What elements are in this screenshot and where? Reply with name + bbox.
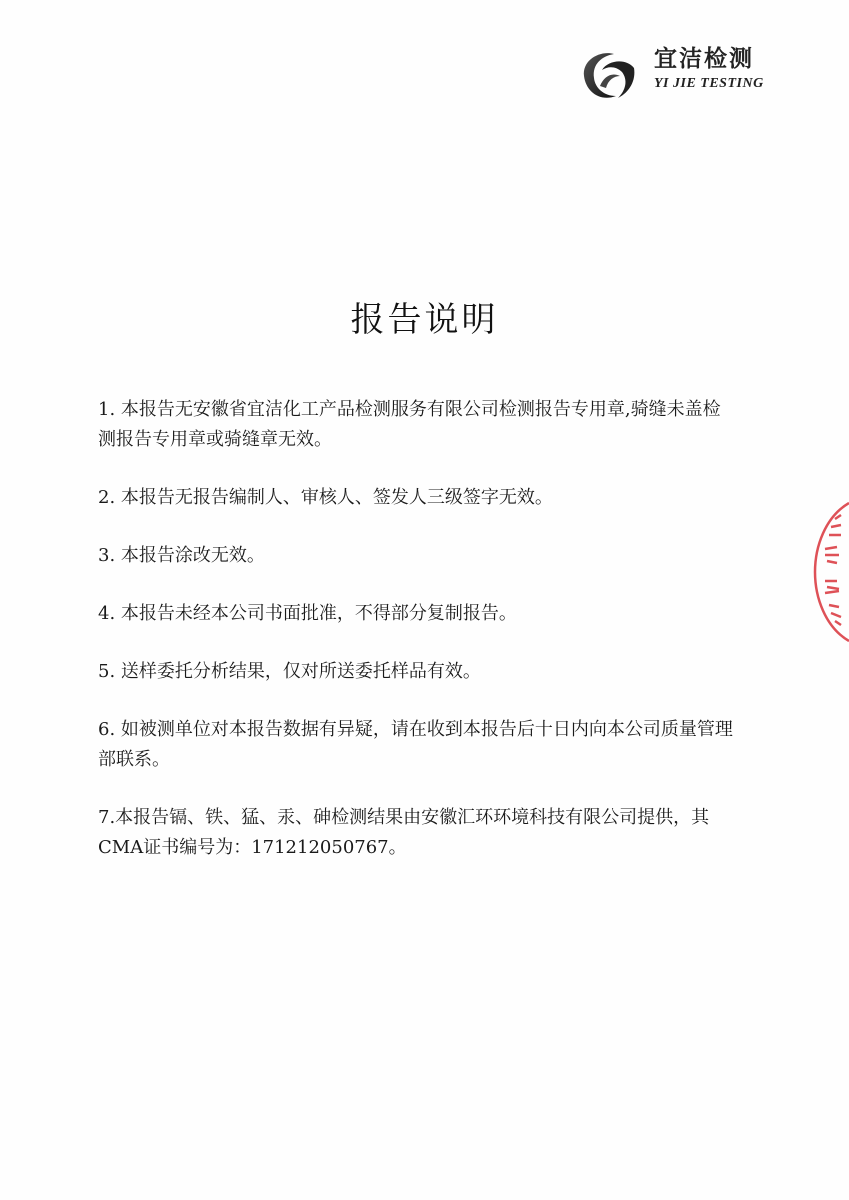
yijie-logo-icon (578, 46, 640, 104)
logo-name-cn: 宜洁检测 (654, 46, 754, 72)
page-title: 报告说明 (350, 300, 499, 340)
statement-list (98, 395, 738, 863)
statement-item: 6. 如被测单位对本报告数据有异疑，请在收到本报告后十日内向本公司质量管理部联系。 (98, 719, 733, 770)
company-logo (578, 38, 788, 108)
statement-item: 2. 本报告无报告编制人、审核人、签发人三级签字无效。 (98, 487, 553, 508)
statement-item: 4. 本报告未经本公司书面批准，不得部分复制报告。 (98, 603, 517, 624)
red-seal-fragment-icon (805, 497, 849, 647)
statement-item: 3. 本报告涂改无效。 (98, 545, 265, 566)
statement-item: 7.本报告镉、铁、猛、汞、砷检测结果由安徽汇环环境科技有限公司提供，其CMA证书编号为：171212050767。 (98, 807, 710, 858)
logo-name-en: YI JIE TESTING (654, 76, 764, 91)
statement-item: 1. 本报告无安徽省宜洁化工产品检测服务有限公司检测报告专用章,骑缝未盖检测报告专用章或骑缝章无效。 (98, 399, 721, 450)
statement-item: 5. 送样委托分析结果，仅对所送委托样品有效。 (98, 661, 481, 682)
